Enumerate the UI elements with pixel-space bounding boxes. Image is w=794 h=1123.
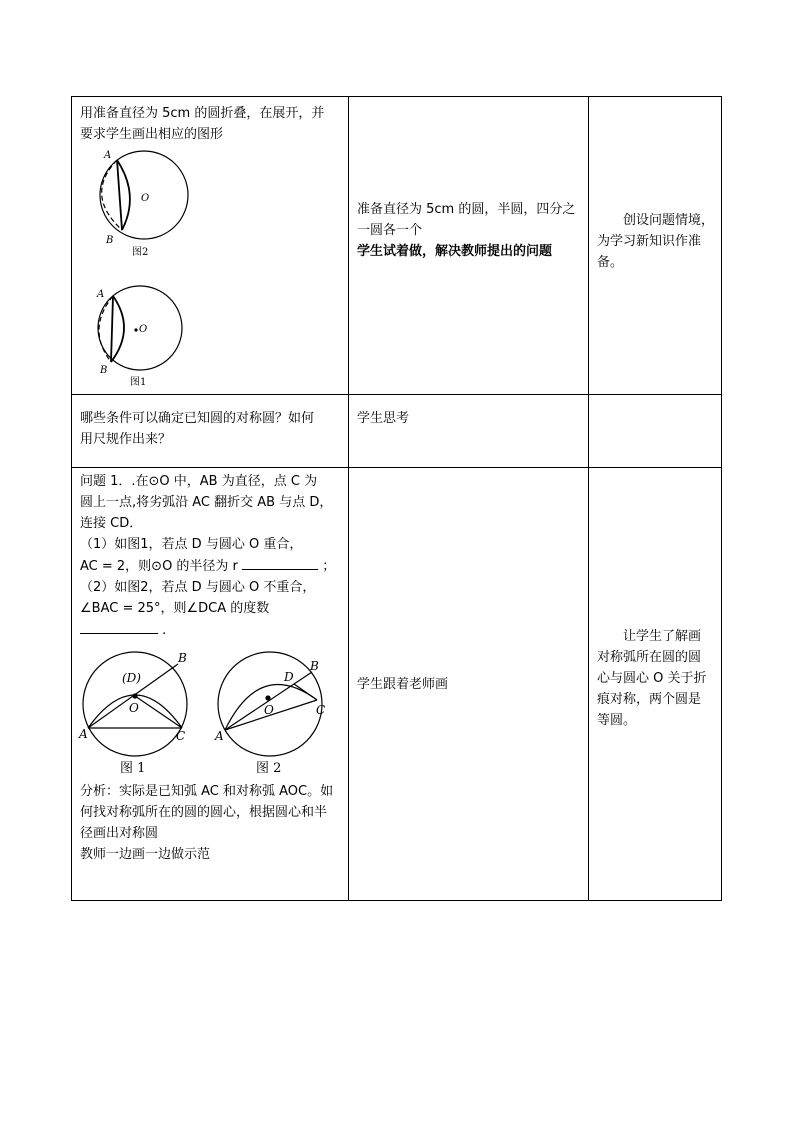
student-text: 学生跟着老师画 <box>357 677 449 692</box>
table-row <box>72 395 722 468</box>
purpose-cell <box>589 97 722 395</box>
figure-caption: 图1 <box>130 377 147 388</box>
label-b: B <box>100 365 108 376</box>
segment-cd <box>135 696 182 728</box>
diameter-ab <box>225 672 312 730</box>
analysis-text: 何找对称弧所在的圆的圆心，根据圆心和半 <box>80 805 328 820</box>
question-text-part: AC = 2，则⊙O 的半径为 r <box>80 559 238 574</box>
content-text: 哪些条件可以确定已知圆的对称圆？如何 <box>80 411 315 426</box>
question-text-part: ； <box>322 559 336 574</box>
question-text: 圆上一点,将劣弧沿 AC 翻折交 AB 与点 D， <box>80 495 333 510</box>
label-b: B <box>178 651 187 665</box>
purpose-cell <box>589 468 722 901</box>
analysis-text: 教师一边画一边做示范 <box>80 847 211 862</box>
content-text: 用准备直径为 5cm 的圆折叠，在展开，并 <box>80 106 325 121</box>
label-o: O <box>129 701 139 715</box>
fold-figure-2 <box>78 147 208 265</box>
content-text: 要求学生画出相应的图形 <box>80 127 224 142</box>
purpose-text: 创设问题情境， <box>623 213 715 228</box>
fold-figure-1 <box>78 284 208 388</box>
student-text: 学生试着做，解决教师提出的问题 <box>357 244 553 259</box>
purpose-text: 痕对称，两个圆是 <box>597 692 702 707</box>
analysis-text: 分析：实际是已知弧 AC 和对称弧 AOC。如 <box>80 784 334 799</box>
label-a: A <box>79 727 88 741</box>
question-text <box>80 619 340 641</box>
table-row <box>72 468 722 901</box>
chord-ab <box>111 296 113 362</box>
question-text: 连接 CD． <box>80 516 143 531</box>
geometry-figure-1 <box>78 648 198 776</box>
content-text: 用尺规作出来？ <box>80 432 172 447</box>
point-o <box>265 695 270 700</box>
label-c: C <box>176 729 186 743</box>
analysis-text: 径画出对称圆 <box>80 826 159 841</box>
label-d: D <box>284 670 294 684</box>
figure-caption: 图 2 <box>256 761 282 776</box>
center-dot <box>134 328 137 331</box>
question-text-part: . <box>162 623 167 638</box>
label-a: A <box>104 150 112 161</box>
label-o: O <box>139 324 148 335</box>
label-c: C <box>316 703 326 717</box>
point-o <box>132 693 137 698</box>
question-text: （1）如图1，若点 D 与圆心 O 重合， <box>80 537 303 552</box>
question-text: ∠BAC = 25°，则∠DCA 的度数 <box>80 601 270 616</box>
label-b: B <box>106 235 114 246</box>
content-cell <box>72 468 349 901</box>
student-text: 准备直径为 5cm 的圆，半圆，四分之 <box>357 202 576 217</box>
student-activity-cell <box>349 468 589 901</box>
label-b: B <box>310 659 319 673</box>
answer-blank <box>242 555 318 570</box>
purpose-text: 让学生了解画 <box>623 629 702 644</box>
purpose-text: 对称弧所在圆的圆 <box>597 650 702 665</box>
label-a: A <box>215 729 224 743</box>
label-d: (D) <box>122 671 141 685</box>
student-activity-cell <box>349 395 589 468</box>
purpose-text: 备。 <box>597 255 624 270</box>
label-o: O <box>141 193 150 204</box>
geometry-figure-2 <box>214 648 338 776</box>
purpose-cell <box>589 395 722 468</box>
question-text <box>80 555 340 577</box>
lesson-plan-table <box>71 96 722 901</box>
purpose-text: 心与圆心 O 关于折 <box>597 671 707 686</box>
label-a: A <box>97 289 105 300</box>
label-o: O <box>264 703 274 717</box>
purpose-text: 等圆。 <box>597 713 637 728</box>
student-text: 一圆各一个 <box>357 223 423 238</box>
figure-caption: 图2 <box>132 247 149 258</box>
table-row <box>72 97 722 395</box>
student-text: 学生思考 <box>357 411 410 426</box>
content-cell <box>72 97 349 395</box>
student-activity-cell <box>349 97 589 395</box>
content-cell <box>72 395 349 468</box>
figure-caption: 图 1 <box>120 761 146 776</box>
segment-cd <box>294 684 317 700</box>
purpose-text: 为学习新知识作准 <box>597 234 702 249</box>
answer-blank <box>80 619 158 634</box>
chord-ab <box>117 160 122 230</box>
question-text: 问题 1．.在⊙O 中，AB 为直径，点 C 为 <box>80 474 318 489</box>
question-text: （2）如图2，若点 D 与圆心 O 不重合， <box>80 580 316 595</box>
